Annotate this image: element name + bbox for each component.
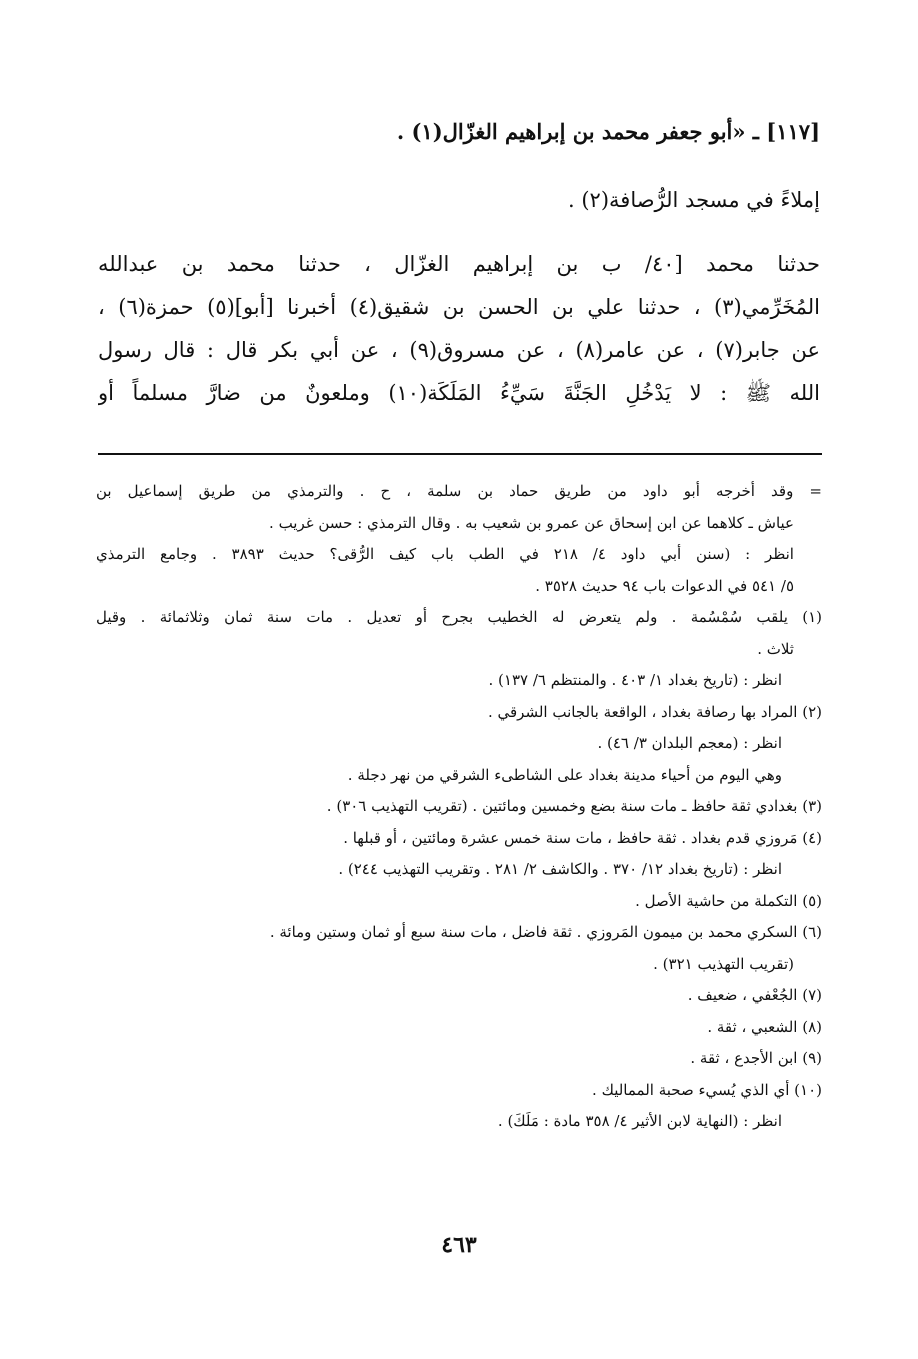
entry-heading: [١١٧] ـ «أبو جعفر محمد بن إبراهيم الغزّال(١) . <box>396 119 820 144</box>
footnote-line: عياش ـ كلاهما عن ابن إسحاق عن عمرو بن شعيب به . وقال الترمذي : حسن غريب . <box>269 513 794 532</box>
footnote-line: انظر : (النهاية لابن الأثير ٤/ ٣٥٨ مادة : مَلَكَ) . <box>497 1112 782 1130</box>
footnote-line: انظر : (تاريخ بغداد ١/ ٤٠٣ . والمنتظم ٦/ ١٣٧) . <box>488 671 782 689</box>
body-line: عن جابر(٧) ، عن عامر(٨) ، عن مسروق(٩) ، عن أبي بكر قال : قال رسول <box>98 338 820 362</box>
footnote-separator <box>98 453 822 455</box>
footnote-line: ثلاث . <box>757 639 794 658</box>
hadith-body <box>98 243 820 415</box>
body-line: الله ﷺ : لا يَدْخُلِ الجَنَّةَ سَيِّءُ المَلَكَة(١٠) وملعونٌ من ضارَّ مسلماً أو <box>98 381 820 405</box>
footnote-line: انظر : (سنن أبي داود ٤/ ٢١٨ في الطب باب كيف الرُّقى؟ حديث ٣٨٩٣ . وجامع الترمذي <box>96 545 794 563</box>
body-line: المُخَرِّمي(٣) ، حدثنا علي بن الحسن بن شقيق(٤) أخبرنا [أبو](٥) حمزة(٦) ، <box>98 295 820 319</box>
footnote-9: (٩) ابن الأجدع ، ثقة . <box>690 1049 822 1067</box>
footnote-line: = وقد أخرجه أبو داود من طريق حماد بن سلمة ، ح . والترمذي من طريق إسماعيل بن <box>96 482 822 500</box>
entry-subheading: إملاءً في مسجد الرُّصافة(٢) . <box>568 188 820 212</box>
footnote-line: انظر : (تاريخ بغداد ١٢/ ٣٧٠ . والكاشف ٢/ ٢٨١ . وتقريب التهذيب ٢٤٤) . <box>338 860 782 878</box>
footnote-line: انظر : (معجم البلدان ٣/ ٤٦) . <box>597 734 782 752</box>
page-number: ٤٦٣ <box>441 1232 477 1258</box>
footnote-10: (١٠) أي الذي يُسيء صحبة المماليك . <box>592 1080 822 1099</box>
footnote-2: (٢) المراد بها رصافة بغداد ، الواقعة بالجانب الشرقي . <box>487 702 822 721</box>
footnote-1: (١) يلقب سُمْسُمة . ولم يتعرض له الخطيب بجرح أو تعديل . مات سنة ثمان وثلاثمائة . وقيل <box>96 608 822 626</box>
footnote-line: (تقريب التهذيب ٣٢١) . <box>653 954 794 973</box>
footnote-8: (٨) الشعبي ، ثقة . <box>707 1017 822 1036</box>
footnote-line: وهي اليوم من أحياء مدينة بغداد على الشاطىء الشرقي من نهر دجلة . <box>347 765 782 784</box>
footnote-7: (٧) الجُعْفي ، ضعيف . <box>687 986 822 1004</box>
footnote-3: (٣) بغدادي ثقة حافظ ـ مات سنة بضع وخمسين ومائتين . (تقريب التهذيب ٣٠٦) . <box>326 797 822 815</box>
footnotes <box>96 476 822 1138</box>
footnote-5: (٥) التكملة من حاشية الأصل . <box>635 891 822 910</box>
body-line: حدثنا محمد [٤٠/ ب بن إبراهيم الغزّال ، حدثنا محمد بن عبدالله <box>98 252 820 276</box>
footnote-6: (٦) السكري محمد بن ميمون المَروزي . ثقة فاضل ، مات سنة سبع أو ثمان وستين ومائة . <box>269 923 822 941</box>
footnote-line: ٥/ ٥٤١ في الدعوات باب ٩٤ حديث ٣٥٢٨ . <box>535 576 794 595</box>
footnote-4: (٤) مَروزي قدم بغداد . ثقة حافظ ، مات سنة خمس عشرة ومائتين ، أو قبلها . <box>343 828 822 847</box>
